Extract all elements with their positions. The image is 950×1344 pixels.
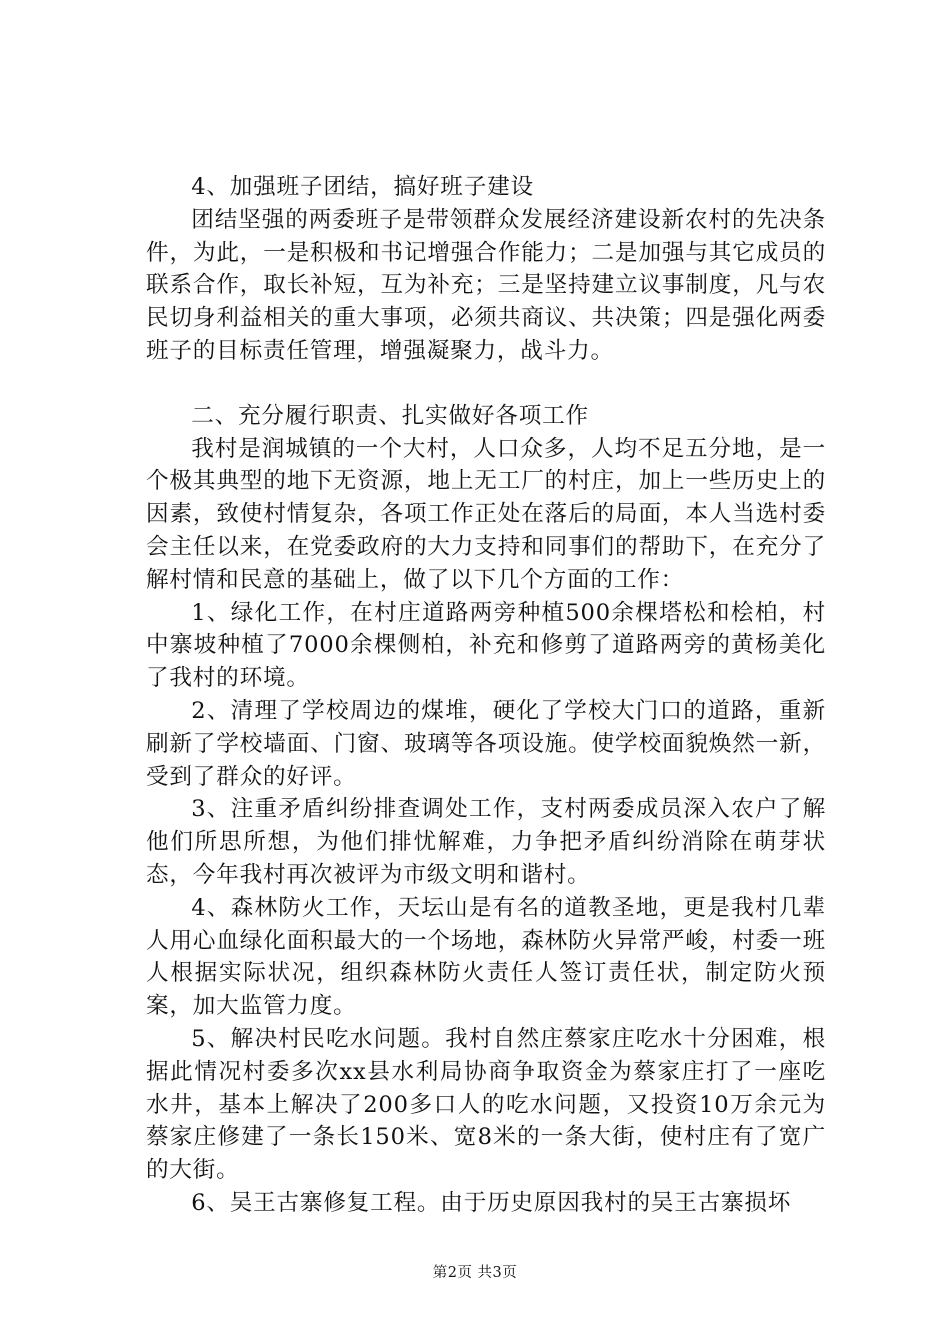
list-item-greening: 1、绿化工作，在村庄道路两旁种植500余棵塔松和桧柏，村中寨坡种植了7000余棵侧柏，补充和修剪了道路两旁的黄杨美化了我村的环境。	[146, 599, 826, 692]
section-heading-team-unity: 4、加强班子团结，搞好班子建设	[191, 174, 534, 200]
document-body	[146, 171, 826, 1220]
page-number-footer: 第2页 共3页	[432, 1265, 518, 1281]
section-heading-duties: 二、充分履行职责、扎实做好各项工作	[191, 402, 589, 429]
paragraph-village-intro: 我村是润城镇的一个大村，人口众多，人均不足五分地，是一个极其典型的地下无资源，地上无工厂的村庄，加上一些历史上的因素，致使村情复杂，各项工作正处在落后的局面，本人当选村委会主任以来，在党委政府的大力支持和同事们的帮助下，在充分了解村情和民意的基础上，做了以下几个方面的工作：	[146, 435, 826, 593]
list-item-disputes: 3、注重矛盾纠纷排查调处工作，支村两委成员深入农户了解他们所思所想，为他们排忧解难，力争把矛盾纠纷消除在萌芽状态，今年我村再次被评为市级文明和谐村。	[146, 796, 826, 888]
list-item-fire-prevention: 4、森林防火工作，天坛山是有名的道教圣地，更是我村几辈人用心血绿化面积最大的一个场地，森林防火异常严峻，村委一班人根据实际状况，组织森林防火责任人签订责任状，制定防火预案，加大监管力度。	[146, 894, 826, 1020]
paragraph-team-unity: 团结坚强的两委班子是带领群众发展经济建设新农村的先决条件，为此，一是积极和书记增强合作能力；二是加强与其它成员的联系合作，取长补短，互为补充；三是坚持建立议事制度，凡与农民切身利益相关的重大事项，必须共商议、共决策；四是强化两委班子的目标责任管理，增强凝聚力，战斗力。	[146, 206, 826, 364]
paragraph-spacer	[146, 368, 826, 400]
list-item-drinking-water: 5、解决村民吃水问题。我村自然庄蔡家庄吃水十分困难，根据此情况村委多次xx县水利局协商争取资金为蔡家庄打了一座吃水井，基本上解决了200多口人的吃水问题，又投资10万余元为蔡家庄修建了一条长150米、宽8米的一条大街，使村庄有了宽广的大街。	[146, 1025, 826, 1184]
list-item-ancient-fort: 6、吴王古寨修复工程。由于历史原因我村的吴王古寨损坏	[191, 1189, 792, 1216]
list-item-school: 2、清理了学校周边的煤堆，硬化了学校大门口的道路，重新刷新了学校墙面、门窗、玻璃等各项设施。使学校面貌焕然一新，受到了群众的好评。	[146, 697, 826, 790]
